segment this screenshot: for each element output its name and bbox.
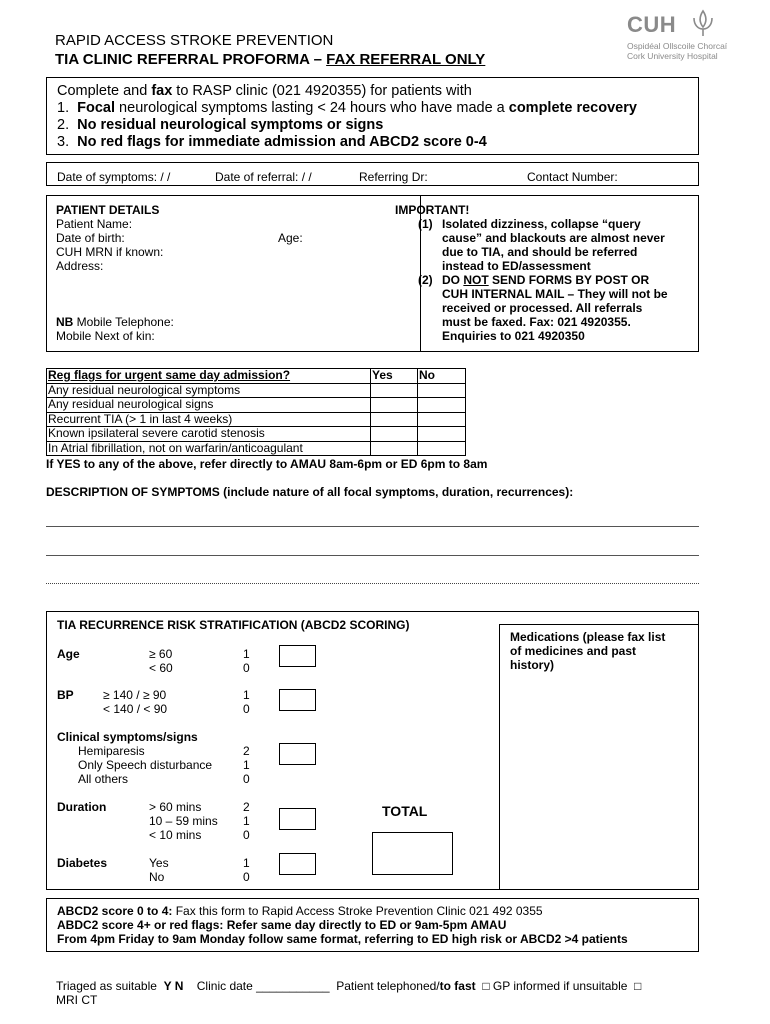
referral-dates-row: [46, 162, 699, 186]
red-flags-header: Reg flags for urgent same day admission?: [47, 369, 371, 384]
red-flag-yes-cell[interactable]: [371, 441, 418, 456]
duration-option: > 60 mins: [149, 800, 202, 814]
red-flag-label: Any residual neurological symptoms: [47, 383, 371, 398]
mobile-telephone-field[interactable]: NB Mobile Telephone:: [56, 315, 174, 329]
table-row: [47, 398, 466, 413]
patient-name-field[interactable]: Patient Name:: [56, 217, 133, 231]
criterion-1: 1. Focal neurological symptoms lasting < 24 hours who have made a complete recovery: [57, 100, 637, 116]
cuh-logo-icon: [688, 8, 718, 38]
cuh-logo-text: CUH: [627, 12, 677, 37]
bp-score-box[interactable]: [279, 689, 316, 711]
important-heading: IMPORTANT!: [395, 203, 470, 217]
contact-number-field[interactable]: Contact Number:: [527, 170, 618, 184]
duration-score-label: Duration: [57, 800, 107, 814]
date-of-birth-field[interactable]: Date of birth:: [56, 231, 125, 245]
description-line-2[interactable]: [46, 555, 699, 556]
important-item-2-number: (2): [418, 273, 433, 287]
clinical-option: Only Speech disturbance: [78, 758, 213, 772]
patient-telephoned-label: Patient telephoned/to fast: [336, 979, 476, 993]
medications-label-line: history): [510, 658, 555, 672]
guidance-line-3: From 4pm Friday to 9am Monday follow same format, referring to ED high risk or ABCD2 >4 patients: [57, 932, 628, 946]
medications-box[interactable]: [499, 624, 699, 890]
table-row: [47, 441, 466, 456]
red-flag-label: Known ipsilateral severe carotid stenosis: [47, 427, 371, 442]
diabetes-points: 1: [243, 856, 250, 870]
referring-dr-field[interactable]: Referring Dr:: [359, 170, 428, 184]
diabetes-option: Yes: [149, 856, 169, 870]
gp-informed-label: GP informed if unsuitable: [489, 979, 628, 993]
description-label: DESCRIPTION OF SYMPTOMS (include nature of all focal symptoms, duration, recurrences):: [46, 485, 574, 499]
important-item-2-line: Enquiries to 021 4920350: [442, 329, 585, 343]
age-score-label: Age: [57, 647, 80, 661]
red-flag-label: Any residual neurological signs: [47, 398, 371, 413]
no-header: No: [418, 369, 466, 384]
triage-footer: [56, 979, 641, 993]
important-item-2-line: must be faxed. Fax: 021 4920355.: [442, 315, 631, 329]
mri-ct-label[interactable]: MRI CT: [56, 993, 98, 1007]
table-row: [47, 383, 466, 398]
important-item-1-line: Isolated dizziness, collapse “query: [442, 217, 641, 231]
guidance-line-1: ABCD2 score 0 to 4: Fax this form to Rapid Access Stroke Prevention Clinic 021 492 0355: [57, 904, 543, 918]
red-flags-header-row: [47, 369, 466, 384]
yes-header: Yes: [371, 369, 418, 384]
clinical-score-label: Clinical symptoms/signs: [57, 730, 198, 744]
red-flag-no-cell[interactable]: [418, 441, 466, 456]
criterion-3: 3. No red flags for immediate admission and ABCD2 score 0-4: [57, 134, 487, 150]
red-flag-label: In Atrial fibrillation, not on warfarin/anticoagulant: [47, 441, 371, 456]
clinical-points: 0: [243, 772, 250, 786]
criterion-2: 2. No residual neurological symptoms or signs: [57, 117, 384, 133]
duration-score-box[interactable]: [279, 808, 316, 830]
bp-score-label: BP: [57, 688, 74, 702]
age-points: 0: [243, 661, 250, 675]
diabetes-score-box[interactable]: [279, 853, 316, 875]
clinical-option: Hemiparesis: [78, 744, 145, 758]
age-option: ≥ 60: [149, 647, 173, 661]
red-flag-yes-cell[interactable]: [371, 383, 418, 398]
age-points: 1: [243, 647, 250, 661]
duration-points: 2: [243, 800, 250, 814]
triaged-label: Triaged as suitable: [56, 979, 157, 993]
clinical-score-box[interactable]: [279, 743, 316, 765]
red-flag-yes-cell[interactable]: [371, 398, 418, 413]
duration-option: < 10 mins: [149, 828, 202, 842]
red-flags-table: [46, 368, 466, 456]
cuh-mrn-field[interactable]: CUH MRN if known:: [56, 245, 164, 259]
form-title: [55, 51, 485, 69]
address-field[interactable]: Address:: [56, 259, 104, 273]
logo-irish-name: Ospidéal Ollscoile Chorcaí: [627, 41, 728, 51]
form-title-prefix: TIA CLINIC REFERRAL PROFORMA –: [55, 51, 327, 68]
patient-details-heading: PATIENT DETAILS: [56, 203, 160, 217]
important-item-1-number: (1): [418, 217, 433, 231]
medications-label-line: Medications (please fax list: [510, 630, 666, 644]
red-flag-label: Recurrent TIA (> 1 in last 4 weeks): [47, 412, 371, 427]
diabetes-points: 0: [243, 870, 250, 884]
important-item-2-line: DO NOT SEND FORMS BY POST OR: [442, 273, 650, 287]
red-flags-note: If YES to any of the above, refer directly to AMAU 8am-6pm or ED 6pm to 8am: [46, 457, 488, 471]
date-of-referral-field[interactable]: Date of referral: / /: [215, 170, 312, 184]
important-item-2-line: CUH INTERNAL MAIL – They will not be: [442, 287, 668, 301]
red-flag-yes-cell[interactable]: [371, 427, 418, 442]
bp-points: 0: [243, 702, 250, 716]
red-flag-no-cell[interactable]: [418, 383, 466, 398]
mobile-next-of-kin-field[interactable]: Mobile Next of kin:: [56, 329, 155, 343]
red-flag-no-cell[interactable]: [418, 412, 466, 427]
date-of-symptoms-field[interactable]: Date of symptoms: / /: [57, 170, 171, 184]
description-line-1[interactable]: [46, 526, 699, 527]
important-item-1-line: cause” and blackouts are almost never: [442, 231, 665, 245]
red-flag-no-cell[interactable]: [418, 427, 466, 442]
diabetes-score-label: Diabetes: [57, 856, 108, 870]
duration-option: 10 – 59 mins: [149, 814, 218, 828]
bp-option: ≥ 140 / ≥ 90: [103, 688, 167, 702]
medications-label-line: of medicines and past: [510, 644, 637, 658]
bp-option: < 140 / < 90: [103, 702, 168, 716]
table-row: [47, 427, 466, 442]
form-title-fax-only: FAX REFERRAL ONLY: [326, 51, 486, 68]
table-row: [47, 412, 466, 427]
age-option: < 60: [149, 661, 173, 675]
total-label: TOTAL: [382, 803, 428, 819]
form-subtitle: RAPID ACCESS STROKE PREVENTION: [55, 32, 334, 49]
red-flag-no-cell[interactable]: [418, 398, 466, 413]
clinic-date-field[interactable]: Clinic date ___________: [196, 979, 330, 993]
important-item-1-line: due to TIA, and should be referred: [442, 245, 638, 259]
checkbox-icon[interactable]: □: [482, 979, 490, 993]
instructions-intro: Complete and fax to RASP clinic (021 4920355) for patients with: [57, 83, 472, 99]
clinical-points: 1: [243, 758, 250, 772]
triage-yes-no[interactable]: Y N: [163, 979, 184, 993]
bp-points: 1: [243, 688, 250, 702]
guidance-line-2: ABDC2 score 4+ or red flags: Refer same day directly to ED or 9am-5pm AMAU: [57, 918, 507, 932]
important-item-2-line: received or processed. All referrals: [442, 301, 643, 315]
red-flag-yes-cell[interactable]: [371, 412, 418, 427]
diabetes-option: No: [149, 870, 165, 884]
logo-english-name: Cork University Hospital: [627, 51, 718, 61]
age-score-box[interactable]: [279, 645, 316, 667]
total-score-box[interactable]: [372, 832, 453, 875]
clinical-points: 2: [243, 744, 250, 758]
duration-points: 0: [243, 828, 250, 842]
abcd2-guidance-box: [46, 898, 699, 952]
age-field[interactable]: Age:: [278, 231, 303, 245]
important-item-1-line: instead to ED/assessment: [442, 259, 591, 273]
patient-details-box: [46, 195, 699, 352]
duration-points: 1: [243, 814, 250, 828]
clinical-option: All others: [78, 772, 129, 786]
abcd2-title: TIA RECURRENCE RISK STRATIFICATION (ABCD2 SCORING): [57, 618, 410, 632]
checkbox-icon[interactable]: □: [634, 979, 642, 993]
description-line-3[interactable]: [46, 583, 699, 584]
instructions-box: [46, 77, 699, 155]
